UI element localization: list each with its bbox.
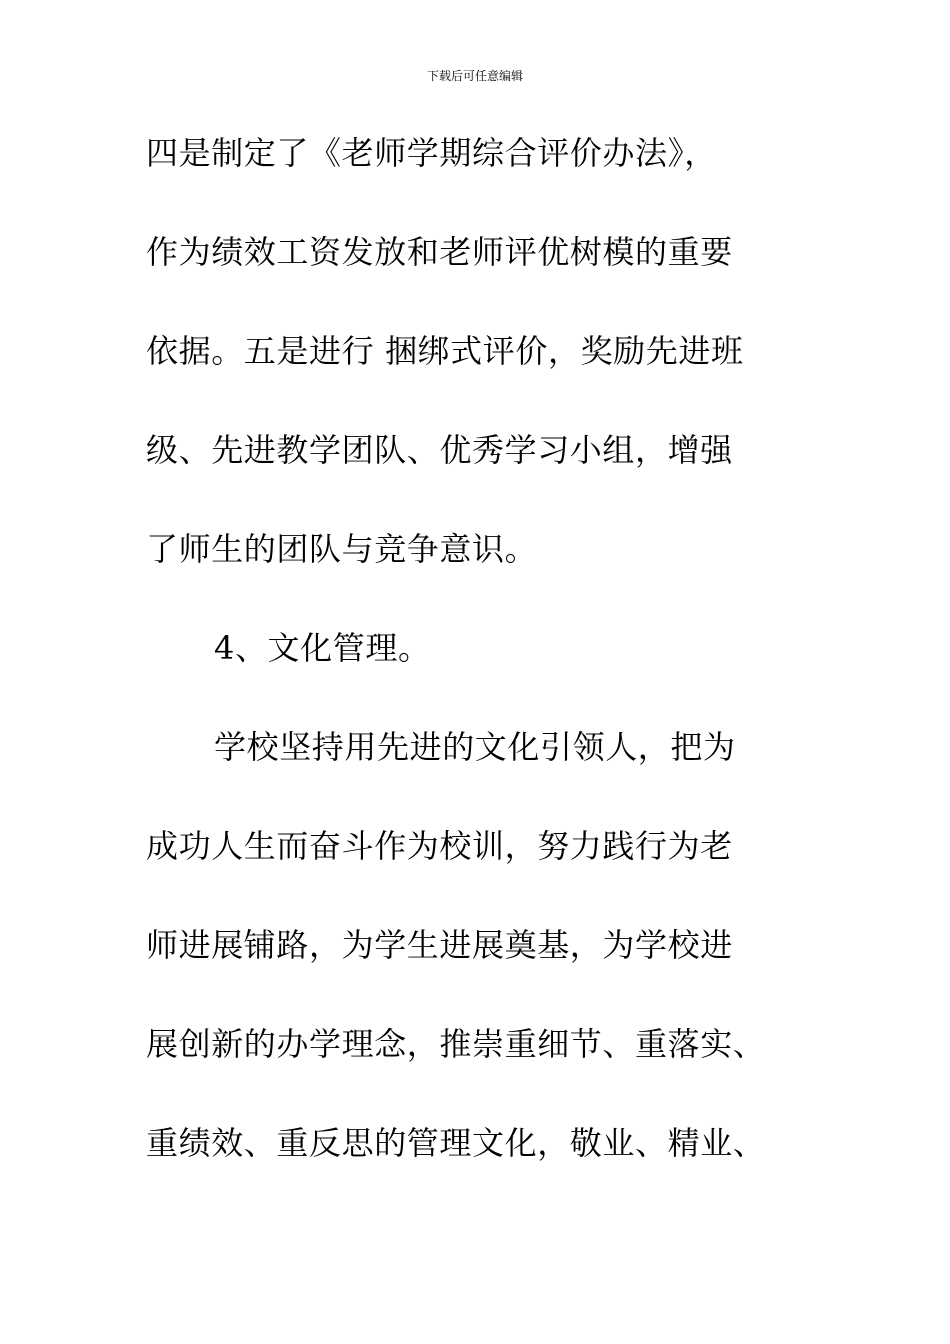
document-body [146,122,826,1211]
text-line: 了师生的团队与竞争意识。 [146,530,538,568]
paragraph-start: 学校坚持用先进的文化引领人，把为 [214,728,736,766]
text-line: 成功人生而奋斗作为校训，努力践行为老 [146,827,733,865]
page-header: 下载后可任意编辑 [426,69,523,83]
text-line: 师进展铺路，为学生进展奠基，为学校进 [146,926,733,964]
section-heading: 4、文化管理。 [214,629,431,667]
text-line: 展创新的办学理念，推崇重细节、重落实、 [146,1025,766,1063]
text-line: 重绩效、重反思的管理文化，敬业、精业、 [146,1124,766,1162]
text-line: 依据。五是进行 捆绑式评价，奖励先进班 [146,332,744,370]
text-line: 四是制定了《老师学期综合评价办法》， [146,134,717,172]
text-line: 作为绩效工资发放和老师评优树模的重要 [146,233,733,271]
text-line: 级、先进教学团队、优秀学习小组，增强 [146,431,733,469]
